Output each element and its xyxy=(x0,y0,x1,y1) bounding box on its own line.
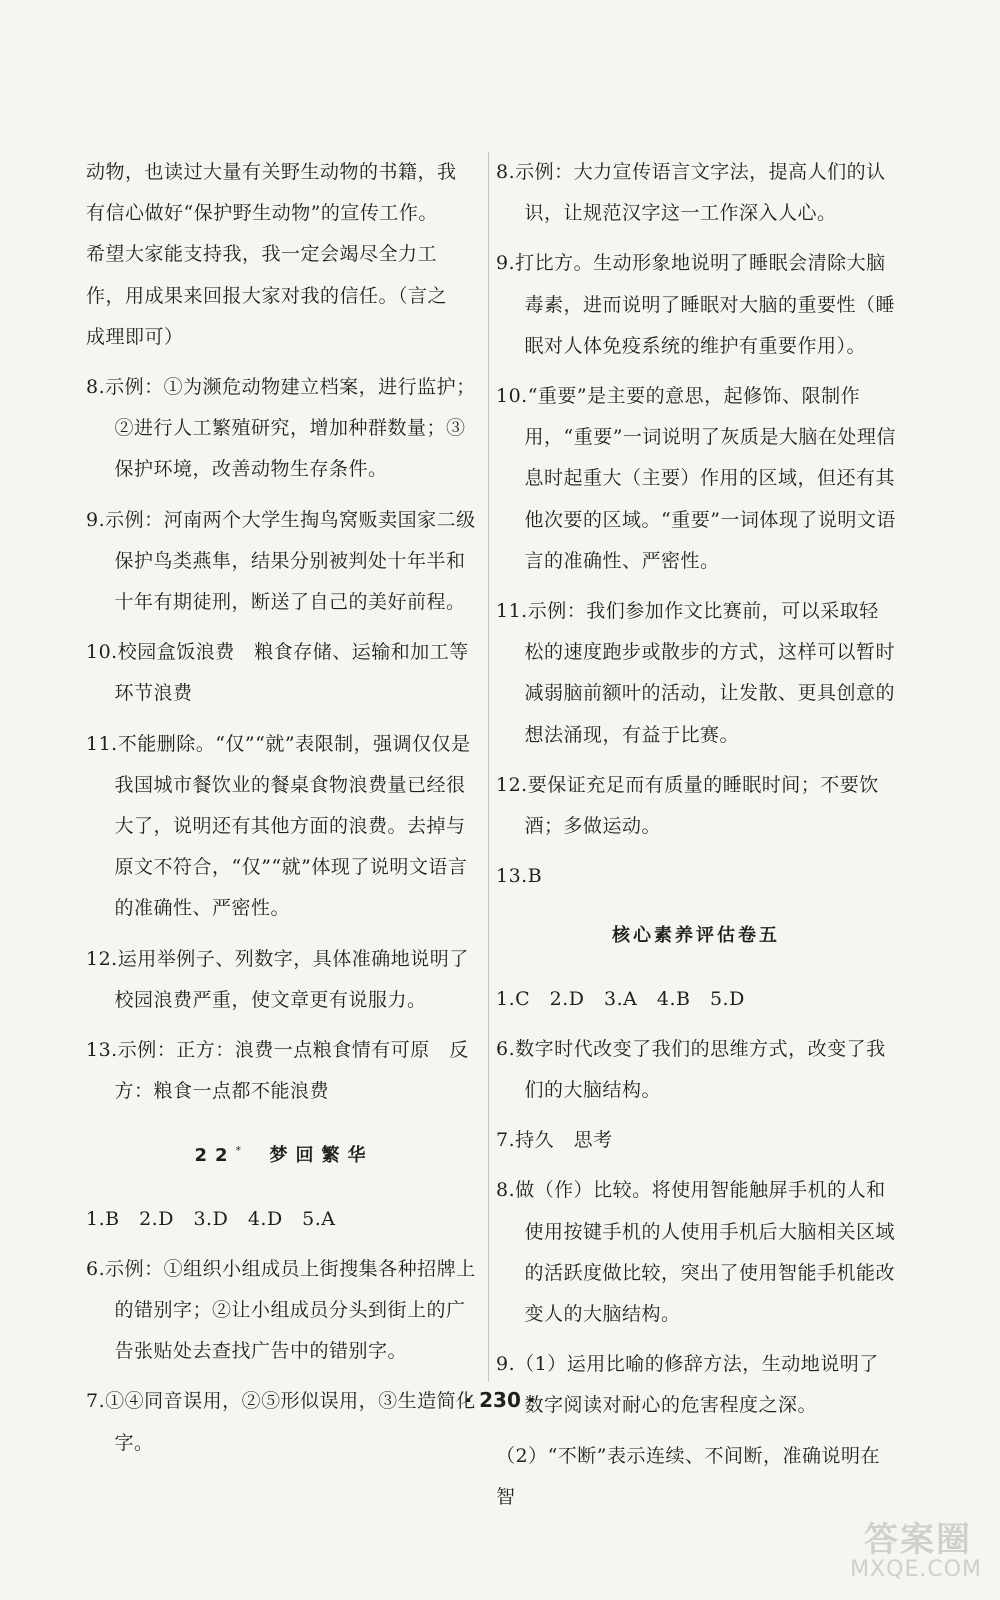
page-number: · 230 · xyxy=(464,1388,536,1412)
answer-item: 13.示例：正方：浪费一点粮食情有可原 反方：粮食一点都不能浪费 xyxy=(86,1039,469,1103)
answer-item: 13.B xyxy=(496,865,543,888)
answer-item: 9.（1）运用比喻的修辞方法，生动地说明了数字阅读对耐心的危害程度之深。 xyxy=(496,1353,879,1417)
choice-answers: 1.B 2.D 3.D 4.D 5.A xyxy=(86,1207,336,1230)
left-column xyxy=(86,152,482,1473)
section-title: 梦回繁华 xyxy=(269,1145,374,1167)
intro-paragraph xyxy=(86,152,482,358)
watermark-text-en: MXQE.COM xyxy=(850,1557,982,1582)
watermark-text-cn: 答案圈 xyxy=(864,1520,972,1560)
intro-line: 成理即可） xyxy=(86,325,184,348)
answer-item: 12.要保证充足而有质量的睡眠时间；不要饮酒；多做运动。 xyxy=(496,773,879,838)
answer-item: 7.①④同音误用，②⑤形似误用，③生造简化字。 xyxy=(86,1390,476,1454)
answer-item: 7.持久 思考 xyxy=(496,1129,613,1152)
answer-item: 10.“重要”是主要的意思，起修饰、限制作用，“重要”一词说明了灰质是大脑在处理信息时起重大（主要）作用的区域，但还有其他次要的区域。“重要”一词体现了说明文语言的准确性、严密性。 xyxy=(496,385,896,572)
answer-item: 8.做（作）比较。将使用智能触屏手机的人和使用按键手机的人使用手机后大脑相关区域的活跃度做比较，突出了使用智能手机能改变人的大脑结构。 xyxy=(496,1179,896,1326)
answer-item: 11.不能删除。“仅”“就”表限制，强调仅仅是我国城市餐饮业的餐桌食物浪费量已经很大了，说明还有其他方面的浪费。去掉与原文不符合，“仅”“就”体现了说明文语言的准确性、严密性。 xyxy=(86,732,471,920)
answer-item: 10.校园盒饭浪费 粮食存储、运输和加工等环节浪费 xyxy=(86,641,469,705)
right-column xyxy=(496,152,896,1527)
section-heading xyxy=(86,1130,482,1176)
watermark-logo xyxy=(802,1512,982,1582)
section-heading: 核心素养评估卷五 xyxy=(612,925,780,947)
intro-line: 动物，也读过大量有关野生动物的书籍，我 xyxy=(86,161,457,183)
answer-item: 8.示例：大力宣传语言文字法，提高人们的认识，让规范汉字这一工作深入人心。 xyxy=(496,161,886,225)
answer-item: 6.示例：①组织小组成员上街搜集各种招牌上的错别字；②让小组成员分头到街上的广告张贴处去查找广告中的错别字。 xyxy=(86,1257,476,1363)
column-divider xyxy=(488,152,489,1382)
answer-item: 9.打比方。生动形象地说明了睡眠会清除大脑毒素，进而说明了睡眠对大脑的重要性（睡眠对人体免疫系统的维护有重要作用）。 xyxy=(496,252,896,357)
section-mark: * xyxy=(235,1144,241,1158)
answer-item: 6.数字时代改变了我们的思维方式，改变了我们的大脑结构。 xyxy=(496,1037,886,1102)
answer-item: 12.运用举例子、列数字，具体准确地说明了校园浪费严重，使文章更有说服力。 xyxy=(86,947,469,1011)
answer-item: 9.示例：河南两个大学生掏鸟窝贩卖国家二级保护鸟类燕隼，结果分别被判处十年半和十年有期徒刑，断送了自己的美好前程。 xyxy=(86,508,476,614)
intro-line: 希望大家能支持我，我一定会竭尽全力工 xyxy=(86,243,438,266)
answer-item: 11.示例：我们参加作文比赛前，可以采取轻松的速度跑步或散步的方式，这样可以暂时减弱脑前额叶的活动，让发散、更具创意的想法涌现，有益于比赛。 xyxy=(496,600,896,746)
section-number: 22 xyxy=(194,1145,236,1167)
intro-line: 有信心做好“保护野生动物”的宣传工作。 xyxy=(86,202,438,225)
answer-subitem: （2）“不断”表示连续、不间断，准确说明在智 xyxy=(496,1444,881,1508)
choice-answers: 1.C 2.D 3.A 4.B 5.D xyxy=(496,987,745,1010)
answer-item: 8.示例：①为濒危动物建立档案，进行监护；②进行人工繁殖研究，增加种群数量；③保护环境，改善动物生存条件。 xyxy=(86,376,476,481)
intro-line: 作，用成果来回报大家对我的信任。（言之 xyxy=(86,284,448,307)
